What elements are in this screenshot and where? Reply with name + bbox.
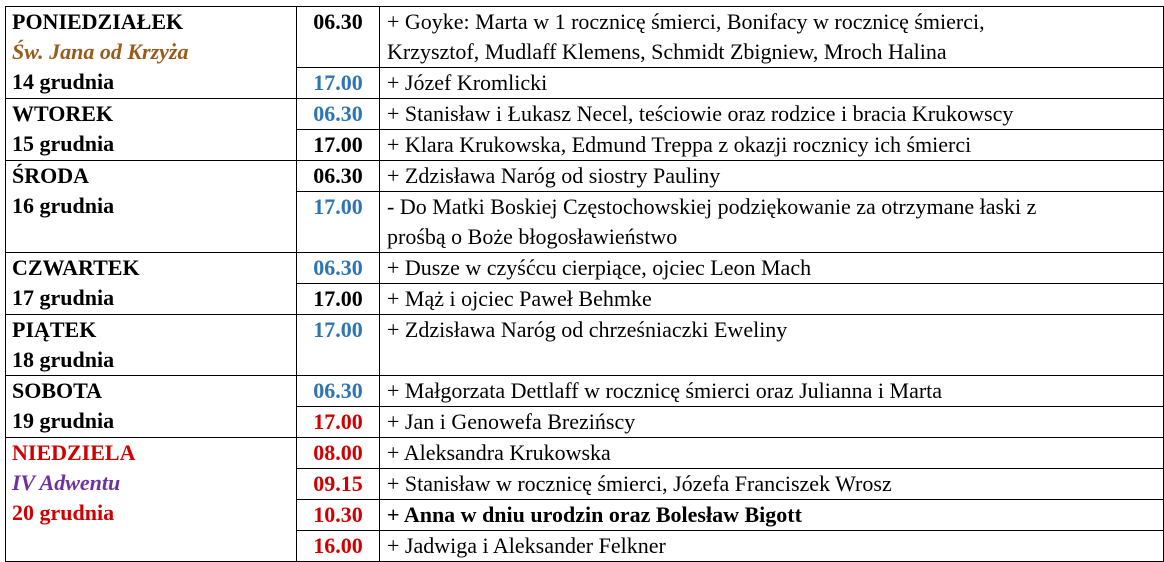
day-label: 20 grudnia bbox=[12, 500, 115, 525]
mass-schedule-body bbox=[6, 7, 1164, 562]
day-spacer bbox=[6, 221, 296, 251]
time-cell bbox=[297, 315, 380, 376]
day-label: 14 grudnia bbox=[12, 69, 115, 94]
intention-line: + Jan i Genowefa Brezińscy bbox=[380, 406, 1163, 437]
intention-line: + Stanisław w rocznicę śmierci, Józefa Franciszek Wrosz bbox=[380, 468, 1163, 499]
time-cell bbox=[297, 99, 380, 161]
day-label: PIĄTEK bbox=[12, 317, 97, 342]
mass-time: 06.30 bbox=[313, 378, 363, 403]
day-cell bbox=[6, 376, 297, 438]
mass-time: 17.00 bbox=[297, 283, 379, 314]
day-cell bbox=[6, 438, 297, 562]
day-spacer bbox=[6, 528, 296, 558]
time-spacer bbox=[297, 345, 379, 375]
intention-line: Krzysztof, Mudlaff Klemens, Schmidt Zbigniew, Mroch Halina bbox=[387, 39, 947, 64]
intention-line: + Aleksandra Krukowska bbox=[387, 440, 611, 465]
time-spacer bbox=[297, 222, 379, 252]
intention-line: + Małgorzata Dettlaff w rocznicę śmierci oraz Julianna i Marta bbox=[387, 378, 943, 403]
intention-cell bbox=[380, 161, 1164, 253]
day-label: CZWARTEK bbox=[12, 255, 140, 280]
intention-line: + Mąż i ojciec Paweł Behmke bbox=[380, 283, 1163, 314]
day-row bbox=[6, 315, 1164, 376]
mass-time: 17.00 bbox=[313, 317, 363, 342]
day-label: 18 grudnia bbox=[12, 347, 115, 372]
mass-time: 16.00 bbox=[297, 530, 379, 561]
day-label: SOBOTA bbox=[12, 378, 103, 403]
intention-cell bbox=[380, 438, 1164, 562]
intention-line: prośbą o Boże błogosławieństwo bbox=[387, 224, 678, 249]
day-row bbox=[6, 99, 1164, 161]
mass-time: 06.30 bbox=[313, 255, 363, 280]
mass-time: 06.30 bbox=[313, 163, 363, 188]
day-label: 17 grudnia bbox=[12, 285, 115, 310]
intention-line: + Goyke: Marta w 1 rocznicę śmierci, Bonifacy w rocznicę śmierci, bbox=[387, 9, 985, 34]
intention-cell bbox=[380, 253, 1164, 315]
intention-line: + Józef Kromlicki bbox=[380, 67, 1163, 98]
time-cell bbox=[297, 438, 380, 562]
day-cell bbox=[6, 253, 297, 315]
intention-line: + Anna w dniu urodzin oraz Bolesław Bigott bbox=[380, 499, 1163, 530]
intention-line: + Jadwiga i Aleksander Felkner bbox=[380, 530, 1163, 561]
intention-cell bbox=[380, 376, 1164, 438]
mass-time: 09.15 bbox=[297, 468, 379, 499]
intention-line: + Dusze w czyśćcu cierpiące, ojciec Leon Mach bbox=[387, 255, 812, 280]
day-row bbox=[6, 438, 1164, 562]
mass-time: 06.30 bbox=[313, 9, 363, 34]
intention-line bbox=[380, 345, 1163, 375]
day-cell bbox=[6, 161, 297, 253]
mass-time: 17.00 bbox=[297, 406, 379, 437]
intention-line: - Do Matki Boskiej Częstochowskiej podziękowanie za otrzymane łaski z bbox=[380, 191, 1163, 222]
day-label: Św. Jana od Krzyża bbox=[12, 39, 189, 64]
day-label: IV Adwentu bbox=[12, 470, 121, 495]
mass-time: 17.00 bbox=[297, 67, 379, 98]
time-spacer bbox=[297, 37, 379, 67]
intention-line: + Zdzisława Naróg od siostry Pauliny bbox=[387, 163, 721, 188]
day-label: 15 grudnia bbox=[12, 131, 115, 156]
day-cell bbox=[6, 99, 297, 161]
mass-time: 06.30 bbox=[313, 101, 363, 126]
day-row bbox=[6, 161, 1164, 253]
intention-line: + Zdzisława Naróg od chrześniaczki Eweliny bbox=[387, 317, 788, 342]
day-label: PONIEDZIAŁEK bbox=[12, 9, 184, 34]
mass-schedule-table bbox=[5, 6, 1164, 562]
time-cell bbox=[297, 376, 380, 438]
day-label: ŚRODA bbox=[12, 163, 90, 188]
time-cell bbox=[297, 253, 380, 315]
mass-time: 08.00 bbox=[313, 440, 363, 465]
day-row bbox=[6, 7, 1164, 99]
day-label: 16 grudnia bbox=[12, 193, 115, 218]
intention-cell bbox=[380, 315, 1164, 376]
day-label: 19 grudnia bbox=[12, 408, 115, 433]
day-row bbox=[6, 376, 1164, 438]
intention-cell bbox=[380, 7, 1164, 99]
day-label: WTOREK bbox=[12, 101, 114, 126]
day-cell bbox=[6, 7, 297, 99]
mass-time: 10.30 bbox=[297, 499, 379, 530]
intention-line: + Stanisław i Łukasz Necel, teściowie oraz rodzice i bracia Krukowscy bbox=[387, 101, 1014, 126]
time-cell bbox=[297, 161, 380, 253]
intention-cell bbox=[380, 99, 1164, 161]
day-label: NIEDZIELA bbox=[12, 440, 136, 465]
mass-time: 17.00 bbox=[297, 129, 379, 160]
mass-time: 17.00 bbox=[297, 191, 379, 222]
day-row bbox=[6, 253, 1164, 315]
time-cell bbox=[297, 7, 380, 99]
intention-line: + Klara Krukowska, Edmund Treppa z okazji rocznicy ich śmierci bbox=[380, 129, 1163, 160]
day-cell bbox=[6, 315, 297, 376]
